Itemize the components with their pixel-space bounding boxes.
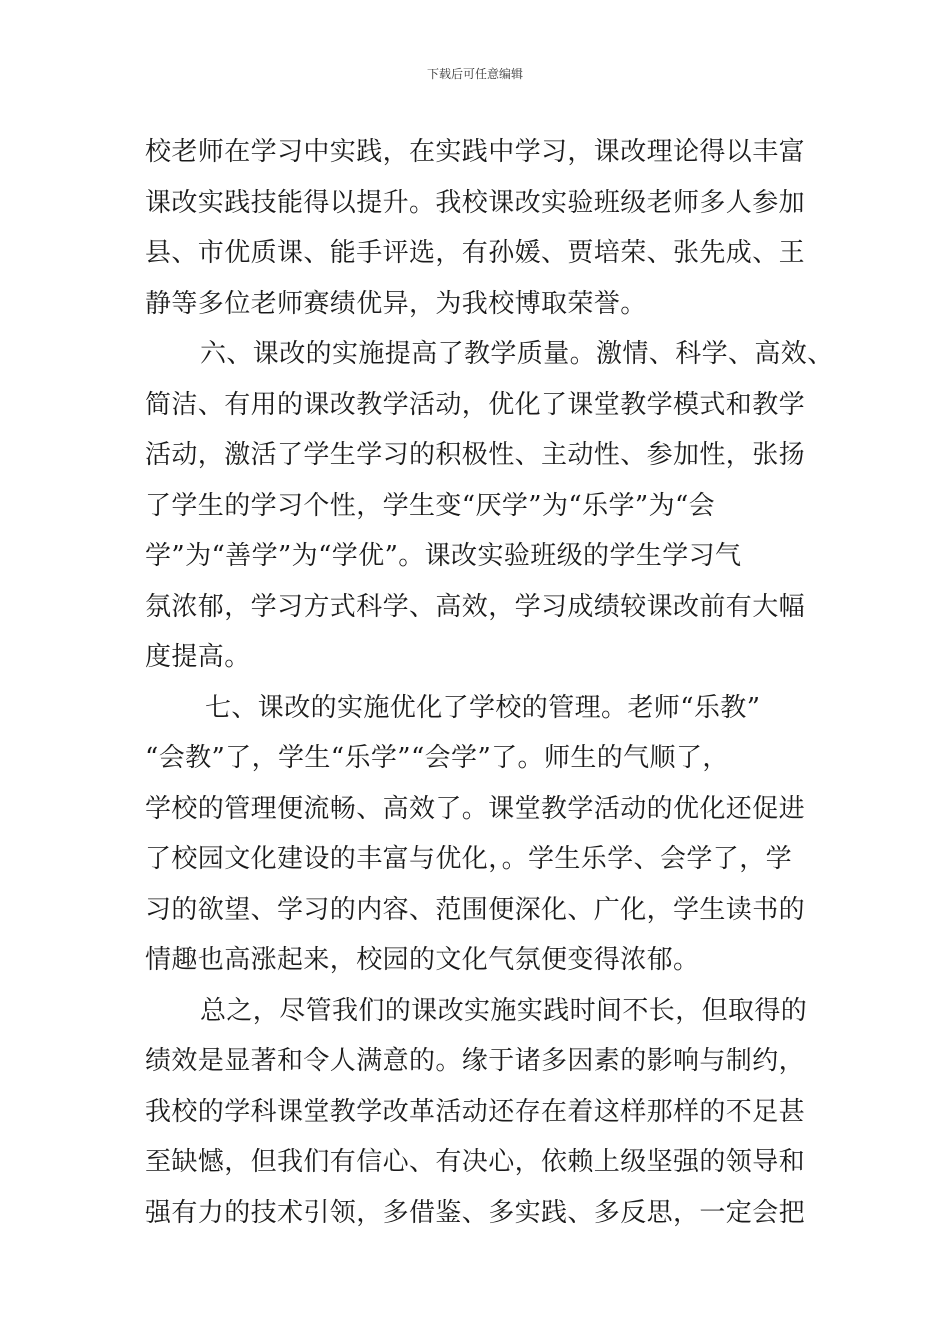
page-header-note: 下载后可任意编辑 bbox=[426, 67, 523, 81]
paragraph-seven-start: 七、课改的实施优化了学校的管理。老师“乐教” bbox=[205, 692, 761, 723]
text-line: 强有力的技术引领，多借鉴、多实践、多反思，一定会把 bbox=[145, 1197, 806, 1228]
text-line: 静等多位老师赛绩优异，为我校博取荣誉。 bbox=[145, 288, 647, 319]
text-line: 度提高。 bbox=[145, 642, 251, 672]
text-line: 校老师在学习中实践，在实践中学习，课改理论得以丰富 bbox=[145, 137, 806, 167]
text-line: 学”为“善学”为“学优”。课改实验班级的学生学习气 bbox=[145, 541, 742, 571]
text-line: 情趣也高涨起来，校园的文化气氛便变得浓郁。 bbox=[145, 945, 700, 975]
text-line: 简洁、有用的课改教学活动，优化了课堂教学模式和教学 bbox=[145, 389, 806, 420]
text-line: 课改实践技能得以提升。我校课改实验班级老师多人参加 bbox=[145, 187, 806, 218]
text-line: 活动，激活了学生学习的积极性、主动性、参加性，张扬 bbox=[145, 440, 806, 470]
text-line: 学校的管理便流畅、高效了。课堂教学活动的优化还促进 bbox=[145, 793, 806, 824]
paragraph-six-start: 六、课改的实施提高了教学质量。激情、科学、高效、 bbox=[200, 339, 834, 369]
text-line: 县、市优质课、能手评选，有孙媛、贾培荣、张先成、王 bbox=[145, 238, 806, 268]
text-line: “会教”了，学生“乐学”“会学”了。师生的气顺了， bbox=[145, 743, 729, 773]
paragraph-summary-start: 总之，尽管我们的课改实施实践时间不长，但取得的 bbox=[200, 995, 808, 1026]
text-line: 氛浓郁，学习方式科学、高效，学习成绩较课改前有大幅 bbox=[145, 591, 806, 622]
text-line: 了校园文化建设的丰富与优化，。学生乐学、会学了，学 bbox=[145, 844, 793, 874]
text-line: 至缺憾，但我们有信心、有决心，依赖上级坚强的领导和 bbox=[145, 1147, 806, 1177]
text-line: 绩效是显著和令人满意的。缘于诸多因素的影响与制约， bbox=[145, 1046, 806, 1076]
document-body bbox=[145, 127, 834, 1238]
text-line: 了学生的学习个性，学生变“厌学”为“乐学”为“会 bbox=[145, 490, 716, 521]
text-line: 我校的学科课堂教学改革活动还存在着这样那样的不足甚 bbox=[145, 1096, 806, 1127]
text-line: 习的欲望、学习的内容、范围便深化、广化，学生读书的 bbox=[145, 894, 806, 925]
